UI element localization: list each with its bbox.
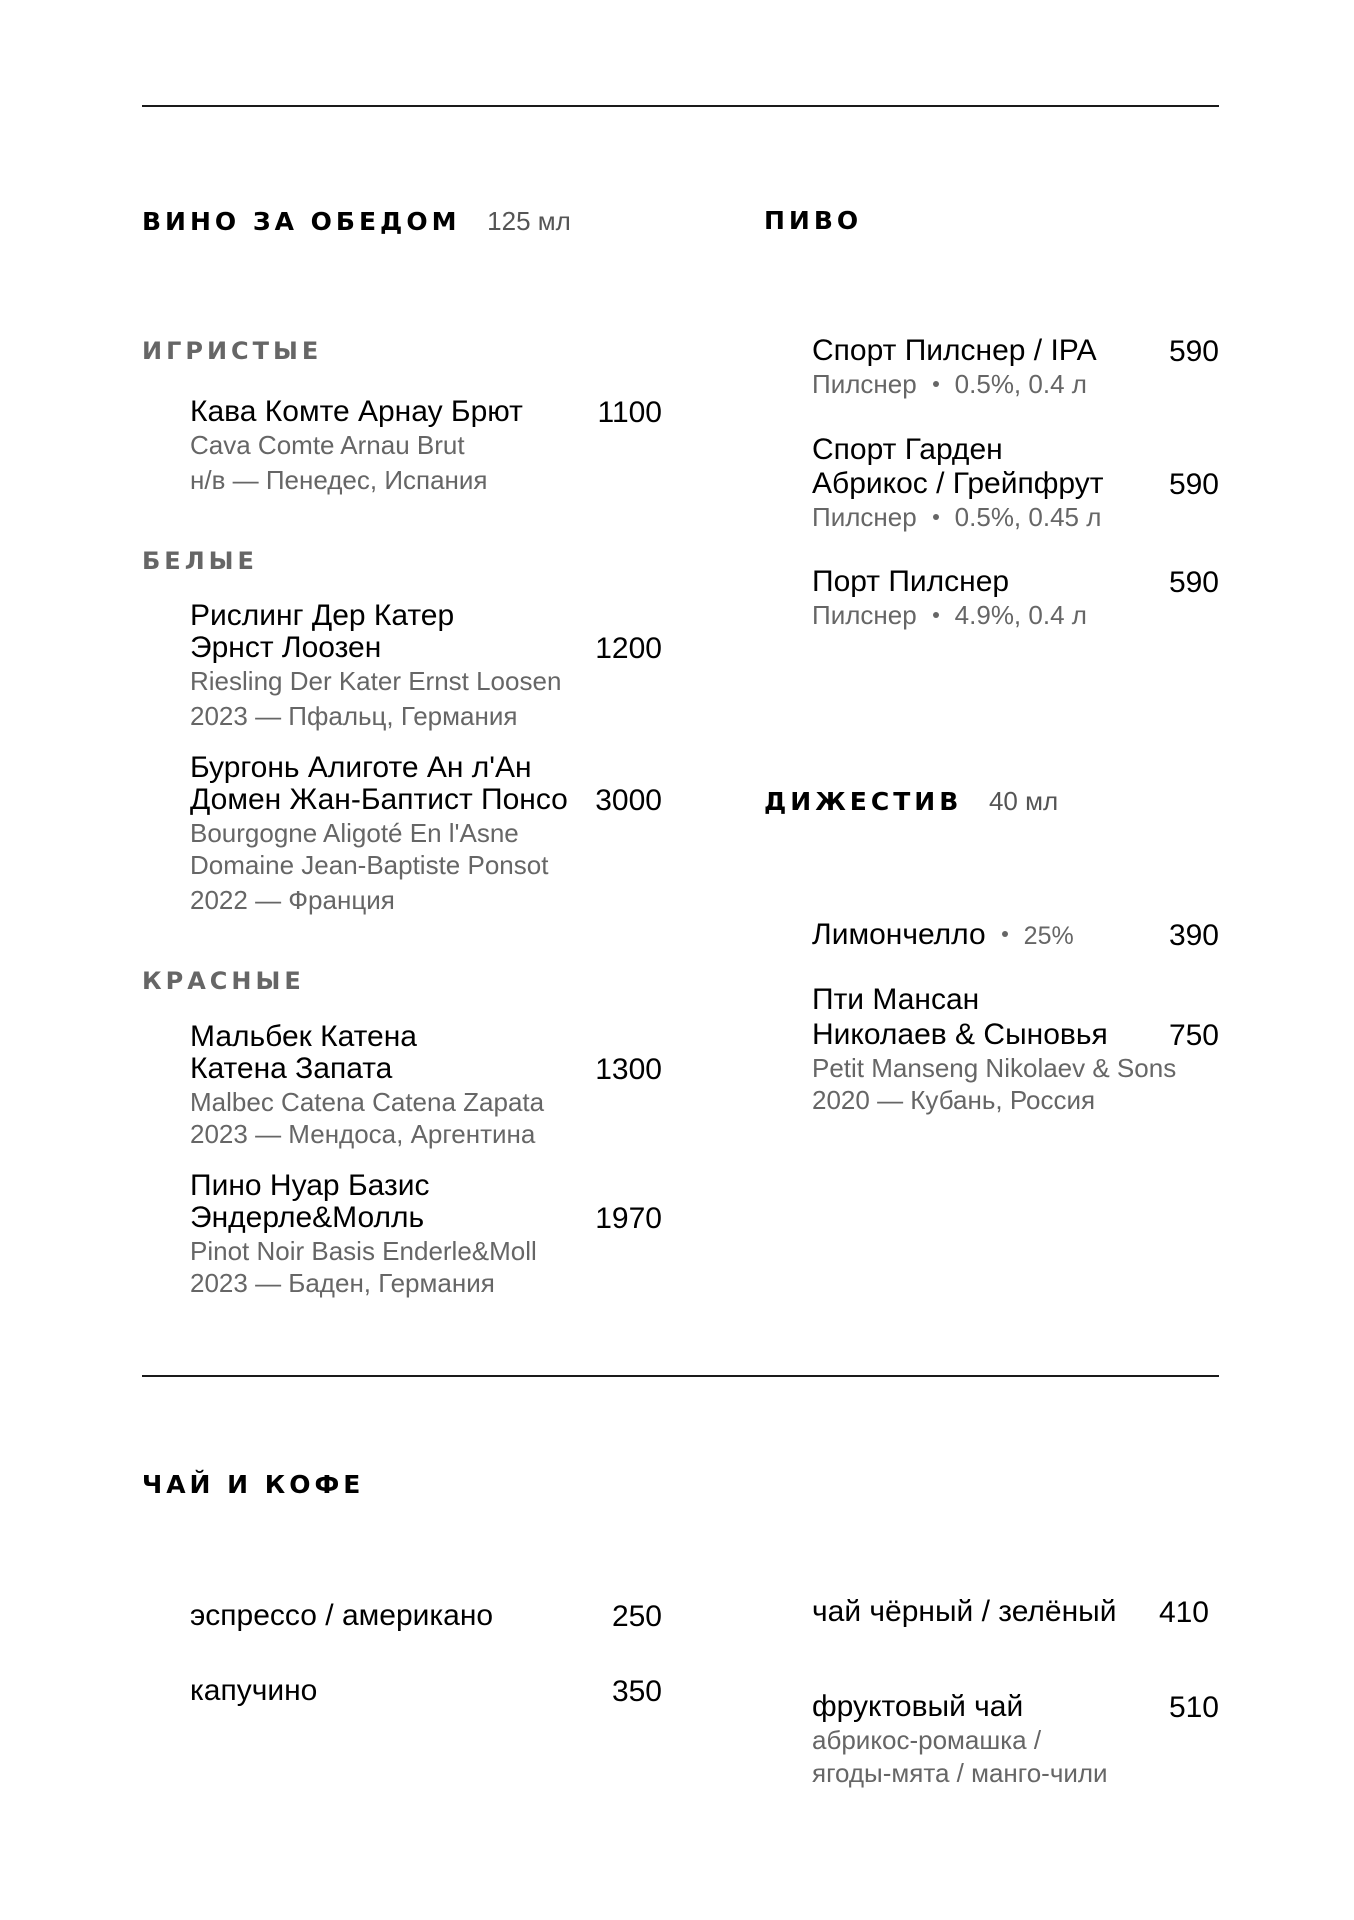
beer-style: Пилснер — [812, 369, 917, 399]
item-details — [812, 598, 1087, 632]
item-price: 1200 — [595, 632, 662, 665]
item-price: 1970 — [595, 1202, 662, 1235]
item-price: 410 — [1158, 1596, 1209, 1629]
item-name: эспрессо / американо — [190, 1599, 494, 1632]
wine-title: ВИНО ЗА ОБЕДОМ — [142, 207, 461, 236]
tea-coffee-section-title: ЧАЙ И КОФЕ — [142, 1470, 365, 1499]
item-name-line2: Эрнст Лоозен — [190, 631, 382, 664]
item-name: Бургонь Алиготе Ан л'Ан — [190, 751, 532, 784]
beer-spec: 4.9%, 0.4 л — [954, 600, 1087, 630]
wine-volume: 125 мл — [487, 206, 571, 236]
beer-section-title: ПИВО — [764, 206, 863, 235]
top-divider — [142, 105, 1219, 107]
item-name-line2: Домен Жан-Баптист Понсо — [190, 783, 568, 816]
wine-section-title — [142, 206, 571, 237]
beer-style: Пилснер — [812, 600, 917, 630]
item-price: 1300 — [595, 1053, 662, 1086]
item-name-line2: Николаев & Сыновья — [812, 1018, 1108, 1051]
item-price: 250 — [611, 1600, 662, 1633]
digestif-abv: 25% — [1023, 922, 1074, 950]
item-latin-name-line2: Domaine Jean-Baptiste Ponsot — [190, 850, 549, 880]
item-name: чай чёрный / зелёный — [812, 1595, 1117, 1628]
item-latin-name: Pinot Noir Basis Enderle&Moll — [190, 1236, 537, 1266]
item-price: 350 — [611, 1675, 662, 1708]
item-latin-name: Cava Comte Arnau Brut — [190, 430, 465, 460]
item-description-line2: ягоды-мята / манго-чили — [812, 1758, 1108, 1788]
digestif-title: ДИЖЕСТИВ — [764, 787, 963, 816]
bullet-icon — [933, 612, 939, 618]
middle-divider — [142, 1375, 1219, 1377]
item-name: Кава Комте Арнау Брют — [190, 395, 523, 428]
item-price: 590 — [1168, 335, 1219, 368]
item-price: 590 — [1168, 468, 1219, 501]
item-origin: н/в — Пенедес, Испания — [190, 465, 488, 495]
item-name: Мальбек Катена — [190, 1020, 417, 1053]
digestif-section-title — [764, 786, 1058, 817]
item-origin: 2023 — Мендоса, Аргентина — [190, 1119, 536, 1149]
item-latin-name: Riesling Der Kater Ernst Loosen — [190, 666, 562, 696]
item-latin-name: Malbec Catena Catena Zapata — [190, 1087, 545, 1117]
item-description: абрикос-ромашка / — [812, 1725, 1042, 1755]
item-price: 3000 — [595, 784, 662, 817]
beer-spec: 0.5%, 0.4 л — [954, 369, 1087, 399]
item-details — [812, 500, 1101, 534]
item-name: Порт Пилснер — [812, 565, 1010, 598]
sparkling-heading: ИГРИСТЫЕ — [142, 337, 323, 365]
item-price: 750 — [1168, 1019, 1219, 1052]
item-origin: 2023 — Баден, Германия — [190, 1268, 495, 1298]
bullet-icon — [933, 514, 939, 520]
item-name: Пти Мансан — [812, 983, 980, 1016]
item-name-line2: Катена Запата — [190, 1052, 393, 1085]
item-origin: 2022 — Франция — [190, 885, 395, 915]
digestif-volume: 40 мл — [988, 786, 1059, 816]
item-name-line2: Эндерле&Молль — [190, 1201, 425, 1234]
item-name-line2: Абрикос / Грейпфрут — [812, 467, 1104, 500]
item-name: Рислинг Дер Катер — [190, 599, 455, 632]
red-heading: КРАСНЫЕ — [142, 967, 305, 995]
bullet-icon — [933, 381, 939, 387]
item-origin: 2020 — Кубань, Россия — [812, 1085, 1096, 1115]
beer-style: Пилснер — [812, 502, 917, 532]
item-name: фруктовый чай — [812, 1690, 1024, 1723]
item-name: Спорт Гарден — [812, 433, 1003, 466]
item-price: 590 — [1168, 566, 1219, 599]
item-name: Пино Нуар Базис — [190, 1169, 430, 1202]
item-origin: 2023 — Пфальц, Германия — [190, 701, 518, 731]
bullet-icon — [1002, 931, 1008, 937]
item-price: 390 — [1168, 919, 1219, 952]
item-name: капучино — [190, 1674, 318, 1707]
item-details — [812, 367, 1087, 401]
item-price: 510 — [1168, 1691, 1219, 1724]
beer-spec: 0.5%, 0.45 л — [954, 502, 1102, 532]
item-latin-name: Bourgogne Aligoté En l'Asne — [190, 818, 519, 848]
item-latin-name: Petit Manseng Nikolaev & Sons — [812, 1053, 1177, 1083]
item-price: 1100 — [597, 396, 662, 429]
item-name — [812, 919, 1074, 952]
item-name: Спорт Пилснер / IPA — [812, 334, 1097, 367]
digestif-name: Лимончелло — [812, 918, 986, 951]
white-heading: БЕЛЫЕ — [142, 547, 258, 575]
